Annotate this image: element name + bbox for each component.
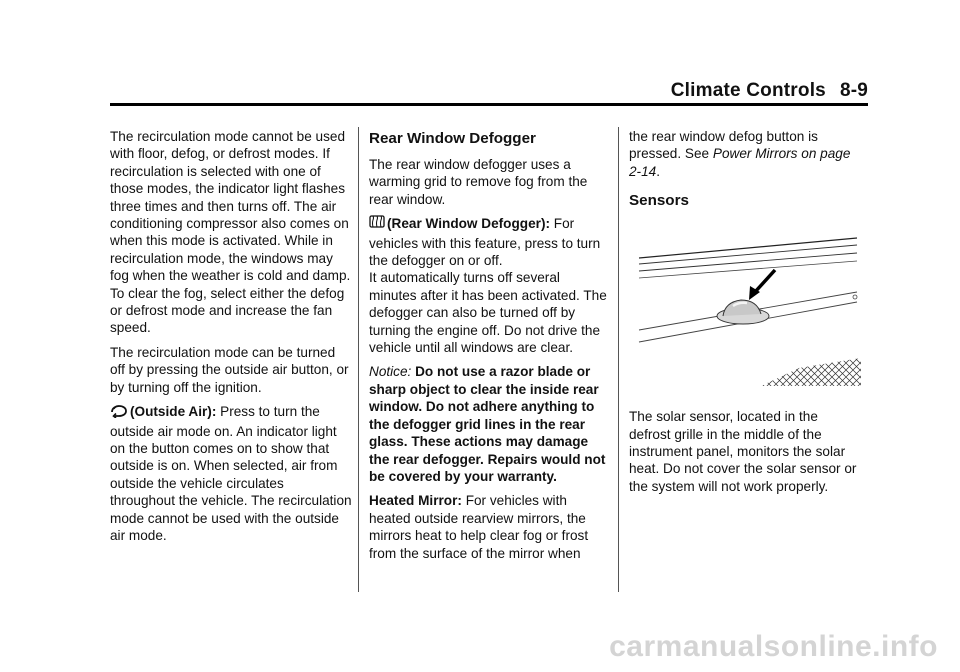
- column-divider: [618, 127, 619, 592]
- heated-mirror-label: Heated Mirror:: [369, 493, 462, 509]
- page-number: 8-9: [839, 80, 868, 101]
- rear-defogger-heading: Rear Window Defogger: [369, 130, 536, 147]
- auto-off-text: It automatically turns off several minutes after it has been activated. The defogger can also be turned off by turning the engine off. Do not drive the vehicle until all windows are clear.: [369, 270, 607, 356]
- continuation-end: .: [656, 163, 660, 179]
- column-2: [369, 130, 609, 569]
- section-title: Climate Controls: [670, 80, 826, 101]
- solar-sensor-paragraph: The solar sensor, located in the defrost grille in the middle of the instrument panel, monitors the solar heat. Do not cover the solar sensor or the system will not work properly.: [629, 409, 857, 494]
- sensors-heading: Sensors: [629, 192, 689, 210]
- column-1: [110, 128, 352, 551]
- notice-label: Notice:: [369, 364, 412, 380]
- outside-air-label: (Outside Air):: [130, 404, 217, 420]
- page-header: [671, 80, 868, 102]
- rear-defogger-text: For vehicles with this feature, press to turn the defogger on or off.: [369, 216, 601, 269]
- heated-mirror-paragraph: [369, 492, 609, 562]
- outside-air-text: Press to turn the outside air mode on. An indicator light on the button comes on to show that outside is on. When selected, air from outside the vehicle circulates throughout the vehicle. The recirculation mode cannot be used with the outside air mode.: [110, 404, 352, 543]
- column-divider: [358, 127, 359, 592]
- outside-air-icon: [110, 404, 128, 422]
- recirculation-paragraph: The recirculation mode cannot be used with floor, defog, or defrost modes. If recirculation is selected with one of those modes, the indicator light flashes three times and then turns off. The air conditioning compressor also comes on when this mode is activated. While in recirculation mode, the windows may fog when the weather is cold and damp. To clear the fog, select either the defog or defrost mode and increase the fan speed.: [110, 129, 351, 336]
- recirculation-off-paragraph: The recirculation mode can be turned off by pressing the outside air button, or by turning off the ignition.: [110, 344, 349, 395]
- rear-defogger-paragraph: [369, 215, 609, 356]
- header-rule: [110, 103, 868, 106]
- solar-sensor-illustration: [629, 230, 861, 390]
- notice-text: Do not use a razor blade or sharp object to clear the inside rear window. Do not adhere anything to the defogger grid lines in the rear glass. These actions may damage the rear defogger. Repairs would not be covered by your warranty.: [369, 364, 606, 484]
- heated-mirror-text: For vehicles with heated outside rearview mirrors, the mirrors heat to help clear fog or frost from the surface of the mirror when: [369, 493, 589, 561]
- defog-continuation: [629, 128, 861, 180]
- notice-paragraph: [369, 363, 609, 485]
- rear-defogger-label: (Rear Window Defogger):: [387, 216, 550, 232]
- watermark: carmanualsonline.info: [609, 630, 938, 663]
- column-3: [629, 128, 861, 502]
- outside-air-paragraph: [110, 403, 352, 544]
- rear-defogger-icon: [369, 215, 385, 234]
- power-mirrors-link[interactable]: Power Mirrors on page 2-14: [629, 146, 851, 179]
- rear-defogger-intro: The rear window defogger uses a warming grid to remove fog from the rear window.: [369, 157, 588, 207]
- continuation-text: the rear window defog button is pressed. See: [629, 129, 818, 162]
